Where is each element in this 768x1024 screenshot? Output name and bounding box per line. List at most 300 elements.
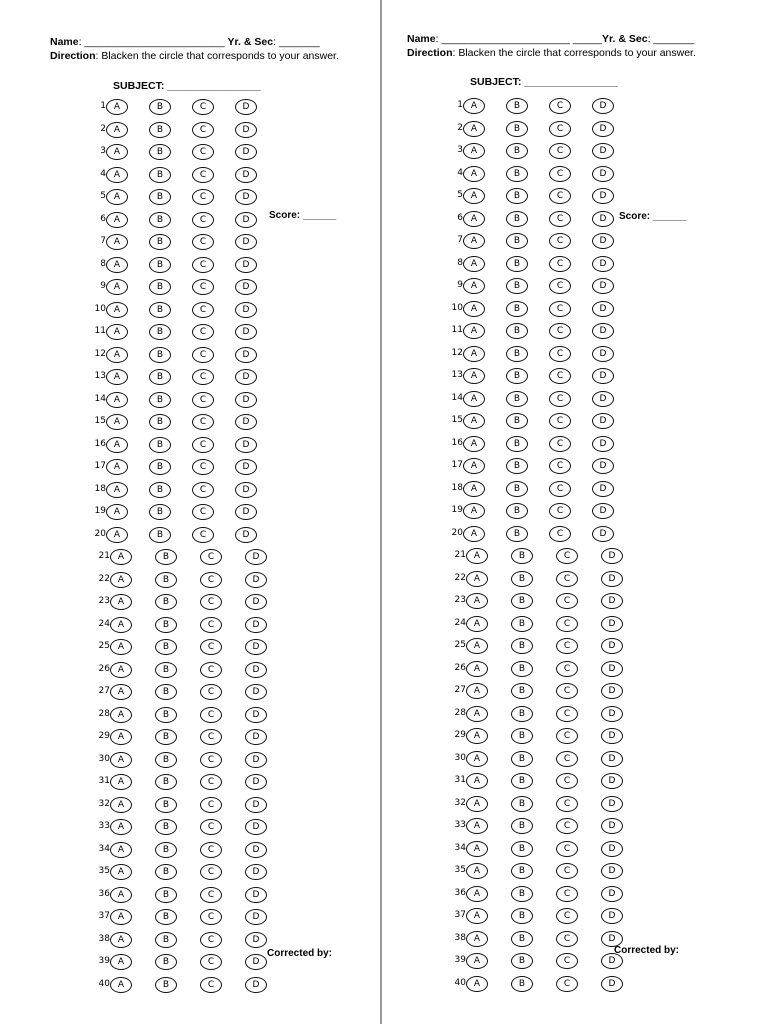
answer-bubble-d[interactable]: D	[235, 527, 257, 543]
answer-bubble-b[interactable]: B	[511, 751, 533, 767]
answer-bubble-c[interactable]: C	[556, 548, 578, 564]
answer-bubble-a[interactable]: A	[463, 481, 485, 497]
answer-bubble-d[interactable]: D	[601, 863, 623, 879]
answer-bubble-c[interactable]: C	[200, 932, 222, 948]
answer-bubble-d[interactable]: D	[601, 841, 623, 857]
answer-bubble-b[interactable]: B	[506, 278, 528, 294]
answer-bubble-a[interactable]: A	[106, 99, 128, 115]
answer-bubble-c[interactable]: C	[192, 99, 214, 115]
answer-bubble-d[interactable]: D	[592, 346, 614, 362]
answer-bubble-c[interactable]: C	[556, 863, 578, 879]
answer-bubble-a[interactable]: A	[110, 662, 132, 678]
answer-bubble-c[interactable]: C	[192, 212, 214, 228]
answer-bubble-d[interactable]: D	[235, 504, 257, 520]
answer-bubble-d[interactable]: D	[245, 752, 267, 768]
answer-bubble-d[interactable]: D	[601, 728, 623, 744]
answer-bubble-b[interactable]: B	[506, 143, 528, 159]
answer-bubble-d[interactable]: D	[245, 797, 267, 813]
answer-bubble-a[interactable]: A	[463, 211, 485, 227]
answer-bubble-b[interactable]: B	[149, 369, 171, 385]
answer-bubble-b[interactable]: B	[506, 323, 528, 339]
answer-bubble-b[interactable]: B	[511, 548, 533, 564]
answer-bubble-b[interactable]: B	[149, 347, 171, 363]
answer-bubble-c[interactable]: C	[549, 436, 571, 452]
answer-bubble-c[interactable]: C	[556, 751, 578, 767]
answer-bubble-c[interactable]: C	[556, 908, 578, 924]
answer-bubble-a[interactable]: A	[463, 188, 485, 204]
answer-bubble-c[interactable]: C	[192, 122, 214, 138]
answer-bubble-a[interactable]: A	[106, 504, 128, 520]
answer-bubble-c[interactable]: C	[192, 392, 214, 408]
answer-bubble-a[interactable]: A	[106, 189, 128, 205]
answer-bubble-d[interactable]: D	[592, 503, 614, 519]
answer-bubble-b[interactable]: B	[511, 706, 533, 722]
answer-bubble-d[interactable]: D	[592, 526, 614, 542]
answer-bubble-c[interactable]: C	[549, 256, 571, 272]
answer-bubble-a[interactable]: A	[463, 458, 485, 474]
answer-bubble-b[interactable]: B	[155, 707, 177, 723]
answer-bubble-a[interactable]: A	[466, 953, 488, 969]
answer-bubble-a[interactable]: A	[106, 347, 128, 363]
answer-bubble-a[interactable]: A	[466, 638, 488, 654]
answer-bubble-d[interactable]: D	[245, 707, 267, 723]
answer-bubble-d[interactable]: D	[245, 887, 267, 903]
answer-bubble-c[interactable]: C	[192, 482, 214, 498]
answer-bubble-a[interactable]: A	[110, 864, 132, 880]
answer-bubble-d[interactable]: D	[592, 413, 614, 429]
answer-bubble-b[interactable]: B	[155, 819, 177, 835]
answer-bubble-c[interactable]: C	[200, 752, 222, 768]
answer-bubble-a[interactable]: A	[110, 752, 132, 768]
answer-bubble-a[interactable]: A	[106, 369, 128, 385]
answer-bubble-d[interactable]: D	[235, 234, 257, 250]
answer-bubble-b[interactable]: B	[149, 414, 171, 430]
answer-bubble-a[interactable]: A	[106, 482, 128, 498]
answer-bubble-b[interactable]: B	[155, 797, 177, 813]
answer-bubble-a[interactable]: A	[466, 818, 488, 834]
answer-bubble-a[interactable]: A	[110, 617, 132, 633]
answer-bubble-a[interactable]: A	[106, 324, 128, 340]
yr-sec-field[interactable]: : _______	[647, 33, 695, 45]
answer-bubble-b[interactable]: B	[155, 549, 177, 565]
name-field[interactable]: : ________________________	[78, 36, 228, 48]
answer-bubble-c[interactable]: C	[200, 549, 222, 565]
answer-bubble-d[interactable]: D	[601, 661, 623, 677]
answer-bubble-b[interactable]: B	[149, 392, 171, 408]
answer-bubble-a[interactable]: A	[110, 594, 132, 610]
answer-bubble-d[interactable]: D	[592, 278, 614, 294]
answer-bubble-d[interactable]: D	[601, 616, 623, 632]
answer-bubble-a[interactable]: A	[463, 503, 485, 519]
answer-bubble-c[interactable]: C	[200, 954, 222, 970]
answer-bubble-a[interactable]: A	[110, 549, 132, 565]
answer-bubble-a[interactable]: A	[466, 796, 488, 812]
answer-bubble-c[interactable]: C	[200, 864, 222, 880]
answer-bubble-d[interactable]: D	[601, 931, 623, 947]
answer-bubble-b[interactable]: B	[149, 189, 171, 205]
answer-bubble-c[interactable]: C	[556, 593, 578, 609]
answer-bubble-c[interactable]: C	[556, 931, 578, 947]
answer-bubble-a[interactable]: A	[463, 98, 485, 114]
answer-bubble-d[interactable]: D	[245, 729, 267, 745]
answer-bubble-b[interactable]: B	[506, 458, 528, 474]
answer-bubble-a[interactable]: A	[106, 167, 128, 183]
answer-bubble-a[interactable]: A	[110, 819, 132, 835]
answer-bubble-c[interactable]: C	[192, 504, 214, 520]
answer-bubble-d[interactable]: D	[245, 594, 267, 610]
answer-bubble-c[interactable]: C	[556, 661, 578, 677]
answer-bubble-b[interactable]: B	[155, 594, 177, 610]
answer-bubble-a[interactable]: A	[463, 323, 485, 339]
answer-bubble-a[interactable]: A	[106, 144, 128, 160]
answer-bubble-d[interactable]: D	[245, 977, 267, 993]
answer-bubble-d[interactable]: D	[592, 143, 614, 159]
answer-bubble-a[interactable]: A	[106, 437, 128, 453]
answer-bubble-b[interactable]: B	[149, 257, 171, 273]
answer-bubble-d[interactable]: D	[245, 774, 267, 790]
answer-bubble-c[interactable]: C	[556, 616, 578, 632]
answer-bubble-b[interactable]: B	[511, 953, 533, 969]
answer-bubble-c[interactable]: C	[549, 391, 571, 407]
answer-bubble-c[interactable]: C	[200, 842, 222, 858]
answer-bubble-b[interactable]: B	[149, 122, 171, 138]
answer-bubble-a[interactable]: A	[466, 571, 488, 587]
answer-bubble-b[interactable]: B	[506, 166, 528, 182]
answer-bubble-a[interactable]: A	[466, 908, 488, 924]
answer-bubble-a[interactable]: A	[463, 256, 485, 272]
answer-bubble-c[interactable]: C	[192, 189, 214, 205]
answer-bubble-c[interactable]: C	[549, 121, 571, 137]
answer-bubble-d[interactable]: D	[245, 864, 267, 880]
answer-bubble-c[interactable]: C	[556, 683, 578, 699]
answer-bubble-a[interactable]: A	[466, 548, 488, 564]
answer-bubble-d[interactable]: D	[601, 818, 623, 834]
answer-bubble-a[interactable]: A	[466, 773, 488, 789]
answer-bubble-b[interactable]: B	[155, 909, 177, 925]
answer-bubble-a[interactable]: A	[466, 886, 488, 902]
answer-bubble-a[interactable]: A	[110, 774, 132, 790]
answer-bubble-a[interactable]: A	[106, 392, 128, 408]
answer-bubble-c[interactable]: C	[556, 818, 578, 834]
answer-bubble-d[interactable]: D	[245, 932, 267, 948]
answer-bubble-d[interactable]: D	[245, 572, 267, 588]
answer-bubble-a[interactable]: A	[110, 977, 132, 993]
answer-bubble-a[interactable]: A	[106, 234, 128, 250]
answer-bubble-c[interactable]: C	[549, 503, 571, 519]
answer-bubble-c[interactable]: C	[556, 953, 578, 969]
answer-bubble-d[interactable]: D	[235, 189, 257, 205]
answer-bubble-d[interactable]: D	[601, 773, 623, 789]
answer-bubble-b[interactable]: B	[511, 863, 533, 879]
answer-bubble-c[interactable]: C	[549, 323, 571, 339]
answer-bubble-c[interactable]: C	[556, 638, 578, 654]
answer-bubble-a[interactable]: A	[106, 257, 128, 273]
answer-bubble-d[interactable]: D	[601, 548, 623, 564]
answer-bubble-a[interactable]: A	[106, 122, 128, 138]
answer-bubble-b[interactable]: B	[149, 212, 171, 228]
answer-bubble-b[interactable]: B	[511, 796, 533, 812]
answer-bubble-d[interactable]: D	[235, 279, 257, 295]
answer-bubble-d[interactable]: D	[592, 301, 614, 317]
answer-bubble-b[interactable]: B	[149, 234, 171, 250]
answer-bubble-c[interactable]: C	[192, 257, 214, 273]
answer-bubble-a[interactable]: A	[106, 279, 128, 295]
score-field[interactable]: Score: ______	[269, 210, 337, 221]
answer-bubble-b[interactable]: B	[511, 818, 533, 834]
answer-bubble-a[interactable]: A	[106, 527, 128, 543]
answer-bubble-b[interactable]: B	[149, 302, 171, 318]
answer-bubble-b[interactable]: B	[155, 864, 177, 880]
answer-bubble-a[interactable]: A	[110, 954, 132, 970]
answer-bubble-c[interactable]: C	[192, 324, 214, 340]
answer-bubble-b[interactable]: B	[155, 639, 177, 655]
answer-bubble-a[interactable]: A	[463, 166, 485, 182]
answer-bubble-b[interactable]: B	[155, 774, 177, 790]
answer-bubble-c[interactable]: C	[192, 369, 214, 385]
answer-bubble-b[interactable]: B	[511, 638, 533, 654]
answer-bubble-c[interactable]: C	[200, 594, 222, 610]
answer-bubble-d[interactable]: D	[235, 144, 257, 160]
answer-bubble-c[interactable]: C	[549, 458, 571, 474]
answer-bubble-b[interactable]: B	[155, 932, 177, 948]
answer-bubble-b[interactable]: B	[506, 481, 528, 497]
answer-bubble-d[interactable]: D	[235, 212, 257, 228]
answer-bubble-c[interactable]: C	[200, 887, 222, 903]
answer-bubble-b[interactable]: B	[506, 436, 528, 452]
answer-bubble-c[interactable]: C	[200, 684, 222, 700]
answer-bubble-a[interactable]: A	[463, 413, 485, 429]
answer-bubble-c[interactable]: C	[200, 819, 222, 835]
answer-bubble-d[interactable]: D	[601, 886, 623, 902]
answer-bubble-d[interactable]: D	[601, 571, 623, 587]
answer-bubble-b[interactable]: B	[149, 167, 171, 183]
answer-bubble-a[interactable]: A	[466, 841, 488, 857]
answer-bubble-c[interactable]: C	[192, 414, 214, 430]
answer-bubble-d[interactable]: D	[235, 414, 257, 430]
answer-bubble-b[interactable]: B	[149, 527, 171, 543]
answer-bubble-a[interactable]: A	[110, 684, 132, 700]
answer-bubble-a[interactable]: A	[110, 797, 132, 813]
answer-bubble-d[interactable]: D	[592, 436, 614, 452]
answer-bubble-c[interactable]: C	[549, 481, 571, 497]
answer-bubble-b[interactable]: B	[506, 211, 528, 227]
answer-bubble-b[interactable]: B	[511, 976, 533, 992]
answer-bubble-d[interactable]: D	[601, 796, 623, 812]
answer-bubble-a[interactable]: A	[466, 593, 488, 609]
answer-bubble-b[interactable]: B	[155, 729, 177, 745]
answer-bubble-d[interactable]: D	[592, 391, 614, 407]
answer-bubble-d[interactable]: D	[235, 257, 257, 273]
answer-bubble-b[interactable]: B	[511, 886, 533, 902]
answer-bubble-a[interactable]: A	[110, 842, 132, 858]
answer-bubble-d[interactable]: D	[601, 593, 623, 609]
answer-bubble-b[interactable]: B	[506, 121, 528, 137]
answer-bubble-b[interactable]: B	[511, 931, 533, 947]
answer-bubble-b[interactable]: B	[506, 368, 528, 384]
answer-bubble-c[interactable]: C	[192, 167, 214, 183]
answer-bubble-a[interactable]: A	[110, 572, 132, 588]
answer-bubble-a[interactable]: A	[110, 909, 132, 925]
answer-bubble-b[interactable]: B	[506, 413, 528, 429]
answer-bubble-c[interactable]: C	[549, 368, 571, 384]
answer-bubble-c[interactable]: C	[192, 527, 214, 543]
answer-bubble-a[interactable]: A	[110, 639, 132, 655]
answer-bubble-c[interactable]: C	[556, 796, 578, 812]
answer-bubble-c[interactable]: C	[200, 572, 222, 588]
answer-bubble-d[interactable]: D	[245, 842, 267, 858]
answer-bubble-d[interactable]: D	[601, 638, 623, 654]
answer-bubble-b[interactable]: B	[155, 842, 177, 858]
answer-bubble-d[interactable]: D	[592, 188, 614, 204]
yr-sec-field[interactable]: : _______	[273, 36, 320, 48]
answer-bubble-b[interactable]: B	[511, 593, 533, 609]
answer-bubble-d[interactable]: D	[601, 908, 623, 924]
answer-bubble-a[interactable]: A	[466, 976, 488, 992]
answer-bubble-c[interactable]: C	[200, 617, 222, 633]
answer-bubble-b[interactable]: B	[511, 683, 533, 699]
answer-bubble-a[interactable]: A	[463, 436, 485, 452]
answer-bubble-d[interactable]: D	[601, 976, 623, 992]
answer-bubble-a[interactable]: A	[106, 414, 128, 430]
answer-bubble-b[interactable]: B	[149, 482, 171, 498]
answer-bubble-b[interactable]: B	[511, 661, 533, 677]
answer-bubble-c[interactable]: C	[556, 886, 578, 902]
answer-bubble-b[interactable]: B	[506, 503, 528, 519]
answer-bubble-d[interactable]: D	[235, 392, 257, 408]
answer-bubble-b[interactable]: B	[511, 908, 533, 924]
answer-bubble-a[interactable]: A	[106, 212, 128, 228]
answer-bubble-c[interactable]: C	[192, 347, 214, 363]
answer-bubble-d[interactable]: D	[235, 324, 257, 340]
answer-bubble-b[interactable]: B	[149, 144, 171, 160]
answer-bubble-a[interactable]: A	[466, 683, 488, 699]
answer-bubble-a[interactable]: A	[106, 302, 128, 318]
answer-bubble-a[interactable]: A	[106, 459, 128, 475]
answer-bubble-a[interactable]: A	[466, 661, 488, 677]
answer-bubble-a[interactable]: A	[466, 931, 488, 947]
answer-bubble-c[interactable]: C	[556, 976, 578, 992]
answer-bubble-d[interactable]: D	[601, 751, 623, 767]
answer-bubble-a[interactable]: A	[466, 706, 488, 722]
answer-bubble-c[interactable]: C	[549, 143, 571, 159]
answer-bubble-c[interactable]: C	[192, 279, 214, 295]
answer-bubble-c[interactable]: C	[200, 639, 222, 655]
answer-bubble-c[interactable]: C	[192, 459, 214, 475]
answer-bubble-d[interactable]: D	[235, 459, 257, 475]
answer-bubble-d[interactable]: D	[592, 233, 614, 249]
answer-bubble-d[interactable]: D	[601, 953, 623, 969]
answer-bubble-d[interactable]: D	[592, 121, 614, 137]
answer-bubble-a[interactable]: A	[466, 751, 488, 767]
answer-bubble-b[interactable]: B	[149, 324, 171, 340]
answer-bubble-d[interactable]: D	[592, 323, 614, 339]
answer-bubble-c[interactable]: C	[200, 909, 222, 925]
subject-field[interactable]: SUBJECT: ________________	[470, 76, 618, 88]
answer-bubble-c[interactable]: C	[549, 526, 571, 542]
answer-bubble-d[interactable]: D	[235, 167, 257, 183]
answer-bubble-c[interactable]: C	[192, 144, 214, 160]
answer-bubble-b[interactable]: B	[155, 752, 177, 768]
answer-bubble-a[interactable]: A	[463, 121, 485, 137]
answer-bubble-d[interactable]: D	[245, 684, 267, 700]
answer-bubble-d[interactable]: D	[235, 437, 257, 453]
answer-bubble-d[interactable]: D	[235, 347, 257, 363]
answer-bubble-c[interactable]: C	[549, 98, 571, 114]
answer-bubble-a[interactable]: A	[463, 301, 485, 317]
answer-bubble-c[interactable]: C	[200, 707, 222, 723]
answer-bubble-a[interactable]: A	[463, 368, 485, 384]
answer-bubble-b[interactable]: B	[149, 99, 171, 115]
answer-bubble-d[interactable]: D	[245, 639, 267, 655]
answer-bubble-b[interactable]: B	[506, 233, 528, 249]
answer-bubble-b[interactable]: B	[155, 572, 177, 588]
answer-bubble-c[interactable]: C	[200, 662, 222, 678]
answer-bubble-a[interactable]: A	[463, 391, 485, 407]
answer-bubble-b[interactable]: B	[149, 504, 171, 520]
answer-bubble-b[interactable]: B	[506, 188, 528, 204]
subject-field[interactable]: SUBJECT: ________________	[113, 80, 261, 92]
answer-bubble-a[interactable]: A	[110, 707, 132, 723]
answer-bubble-b[interactable]: B	[149, 437, 171, 453]
answer-bubble-c[interactable]: C	[200, 729, 222, 745]
answer-bubble-a[interactable]: A	[466, 616, 488, 632]
answer-bubble-d[interactable]: D	[592, 458, 614, 474]
answer-bubble-c[interactable]: C	[556, 706, 578, 722]
answer-bubble-d[interactable]: D	[245, 549, 267, 565]
answer-bubble-b[interactable]: B	[511, 571, 533, 587]
answer-bubble-b[interactable]: B	[155, 887, 177, 903]
answer-bubble-c[interactable]: C	[192, 234, 214, 250]
answer-bubble-d[interactable]: D	[592, 211, 614, 227]
answer-bubble-d[interactable]: D	[245, 617, 267, 633]
answer-bubble-b[interactable]: B	[155, 954, 177, 970]
answer-bubble-b[interactable]: B	[506, 301, 528, 317]
answer-bubble-d[interactable]: D	[235, 302, 257, 318]
answer-bubble-c[interactable]: C	[192, 302, 214, 318]
answer-bubble-c[interactable]: C	[200, 977, 222, 993]
answer-bubble-a[interactable]: A	[463, 346, 485, 362]
answer-bubble-c[interactable]: C	[549, 278, 571, 294]
answer-bubble-b[interactable]: B	[155, 684, 177, 700]
answer-bubble-a[interactable]: A	[466, 728, 488, 744]
answer-bubble-d[interactable]: D	[592, 481, 614, 497]
answer-bubble-b[interactable]: B	[506, 346, 528, 362]
answer-bubble-c[interactable]: C	[549, 233, 571, 249]
answer-bubble-a[interactable]: A	[463, 526, 485, 542]
answer-bubble-b[interactable]: B	[149, 459, 171, 475]
answer-bubble-c[interactable]: C	[200, 797, 222, 813]
answer-bubble-b[interactable]: B	[506, 98, 528, 114]
answer-bubble-a[interactable]: A	[110, 932, 132, 948]
answer-bubble-b[interactable]: B	[511, 616, 533, 632]
answer-bubble-c[interactable]: C	[192, 437, 214, 453]
answer-bubble-b[interactable]: B	[149, 279, 171, 295]
score-field[interactable]: Score: ______	[619, 211, 687, 222]
answer-bubble-d[interactable]: D	[235, 122, 257, 138]
answer-bubble-d[interactable]: D	[235, 482, 257, 498]
answer-bubble-b[interactable]: B	[155, 977, 177, 993]
answer-bubble-c[interactable]: C	[549, 211, 571, 227]
answer-bubble-c[interactable]: C	[556, 728, 578, 744]
answer-bubble-d[interactable]: D	[245, 954, 267, 970]
answer-bubble-d[interactable]: D	[245, 662, 267, 678]
name-field[interactable]: : ______________________ _____	[435, 33, 603, 45]
answer-bubble-c[interactable]: C	[556, 773, 578, 789]
answer-bubble-c[interactable]: C	[549, 166, 571, 182]
answer-bubble-c[interactable]: C	[549, 413, 571, 429]
answer-bubble-a[interactable]: A	[110, 729, 132, 745]
answer-bubble-a[interactable]: A	[463, 278, 485, 294]
